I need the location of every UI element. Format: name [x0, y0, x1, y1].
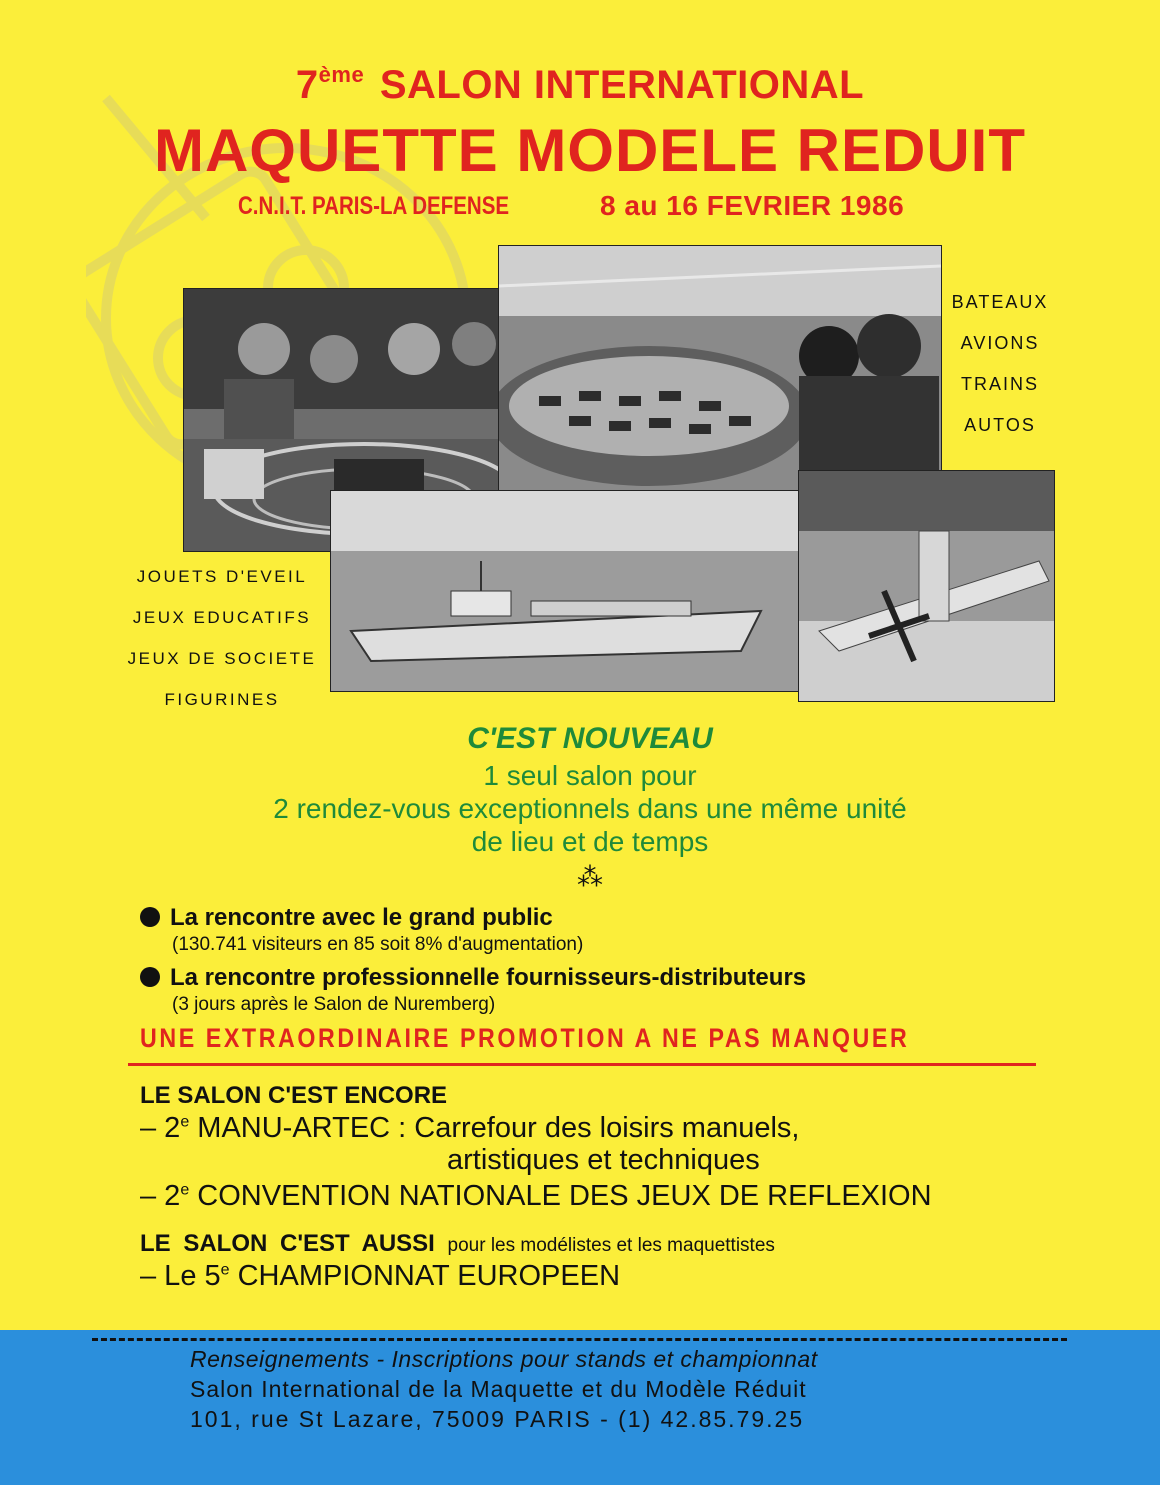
encore-item-manu-artec [140, 1112, 799, 1145]
photo-model-aircraft [798, 470, 1055, 702]
event-title: MAQUETTE MODELE REDUIT [154, 117, 1026, 184]
category-label: JEUX DE SOCIETE [127, 649, 317, 668]
footer-address: 101, rue St Lazare, 75009 PARIS - (1) 42.85.79.25 [190, 1406, 805, 1432]
item-text: CHAMPIONNAT EUROPEEN [237, 1260, 621, 1292]
category-label: JOUETS D'EVEIL [136, 567, 308, 586]
bullet-dot-icon [140, 907, 160, 927]
edition-number: 7 [295, 63, 319, 107]
footer-contact [0, 1330, 1160, 1485]
photo-car-display [498, 245, 942, 492]
event-dates: 8 au 16 FEVRIER 1986 [600, 190, 905, 221]
item-text: MANU-ARTEC : Carrefour des loisirs manuels, [197, 1112, 800, 1144]
category-label: BATEAUX [951, 292, 1049, 312]
categories-left [92, 556, 352, 720]
photo-model-ship [330, 490, 802, 692]
encore-item-convention [140, 1180, 932, 1213]
event-subtitle [0, 62, 1160, 108]
bullet-title: La rencontre professionnelle fournisseurs-distributeurs [170, 964, 807, 991]
item-sup: e [180, 1181, 190, 1199]
footer-info-line: Renseignements - Inscriptions pour stands et championnat [190, 1346, 818, 1372]
item-text: CONVENTION NATIONALE DES JEUX DE REFLEXION [197, 1180, 932, 1212]
aussi-heading-detail: pour les modélistes et les maquettistes [447, 1235, 775, 1256]
nouveau-line: 1 seul salon pour [483, 760, 697, 791]
bullet-detail: (3 jours après le Salon de Nuremberg) [172, 994, 496, 1015]
item-prefix: – Le 5 [140, 1260, 221, 1292]
aussi-item-championnat [140, 1260, 620, 1293]
bullet-dot-icon [140, 967, 160, 987]
category-label: TRAINS [960, 374, 1039, 394]
aussi-heading-text: LE SALON C'EST AUSSI [140, 1230, 435, 1257]
item-prefix: – 2 [140, 1180, 181, 1212]
event-venue: C.N.I.T. PARIS-LA DEFENSE [238, 192, 510, 220]
category-label: AVIONS [960, 333, 1040, 353]
aussi-heading [140, 1230, 775, 1258]
footer-organizer: Salon International de la Maquette et du Modèle Réduit [190, 1376, 807, 1402]
separator-asterism: ⁂ [577, 862, 603, 892]
category-label: JEUX EDUCATIFS [132, 608, 312, 627]
encore-item-continuation: artistiques et techniques [447, 1144, 760, 1176]
item-sup: e [220, 1261, 230, 1279]
item-sup: e [180, 1113, 190, 1131]
promotion-text: UNE EXTRAORDINAIRE PROMOTION A NE PAS MANQUER [140, 1023, 910, 1053]
encore-heading: LE SALON C'EST ENCORE [140, 1082, 448, 1109]
nouveau-line: 2 rendez-vous exceptionnels dans une même unité [273, 793, 907, 824]
nouveau-heading: C'EST NOUVEAU [467, 722, 713, 755]
bullet-detail: (130.741 visiteurs en 85 soit 8% d'augmentation) [172, 934, 584, 955]
item-prefix: – 2 [140, 1112, 181, 1144]
edition-suffix: ème [318, 62, 365, 87]
promotion-underline [128, 1063, 1036, 1066]
category-label: AUTOS [964, 415, 1036, 435]
bullet-title: La rencontre avec le grand public [170, 904, 553, 931]
bullet-pro [140, 964, 806, 992]
bullet-public [140, 904, 553, 932]
category-label: FIGURINES [164, 690, 280, 709]
footer-dashed-rule [92, 1338, 1067, 1341]
promotion-banner [140, 1023, 1035, 1054]
categories-right [940, 282, 1060, 446]
event-type: SALON INTERNATIONAL [379, 63, 865, 107]
nouveau-line: de lieu et de temps [471, 826, 709, 857]
